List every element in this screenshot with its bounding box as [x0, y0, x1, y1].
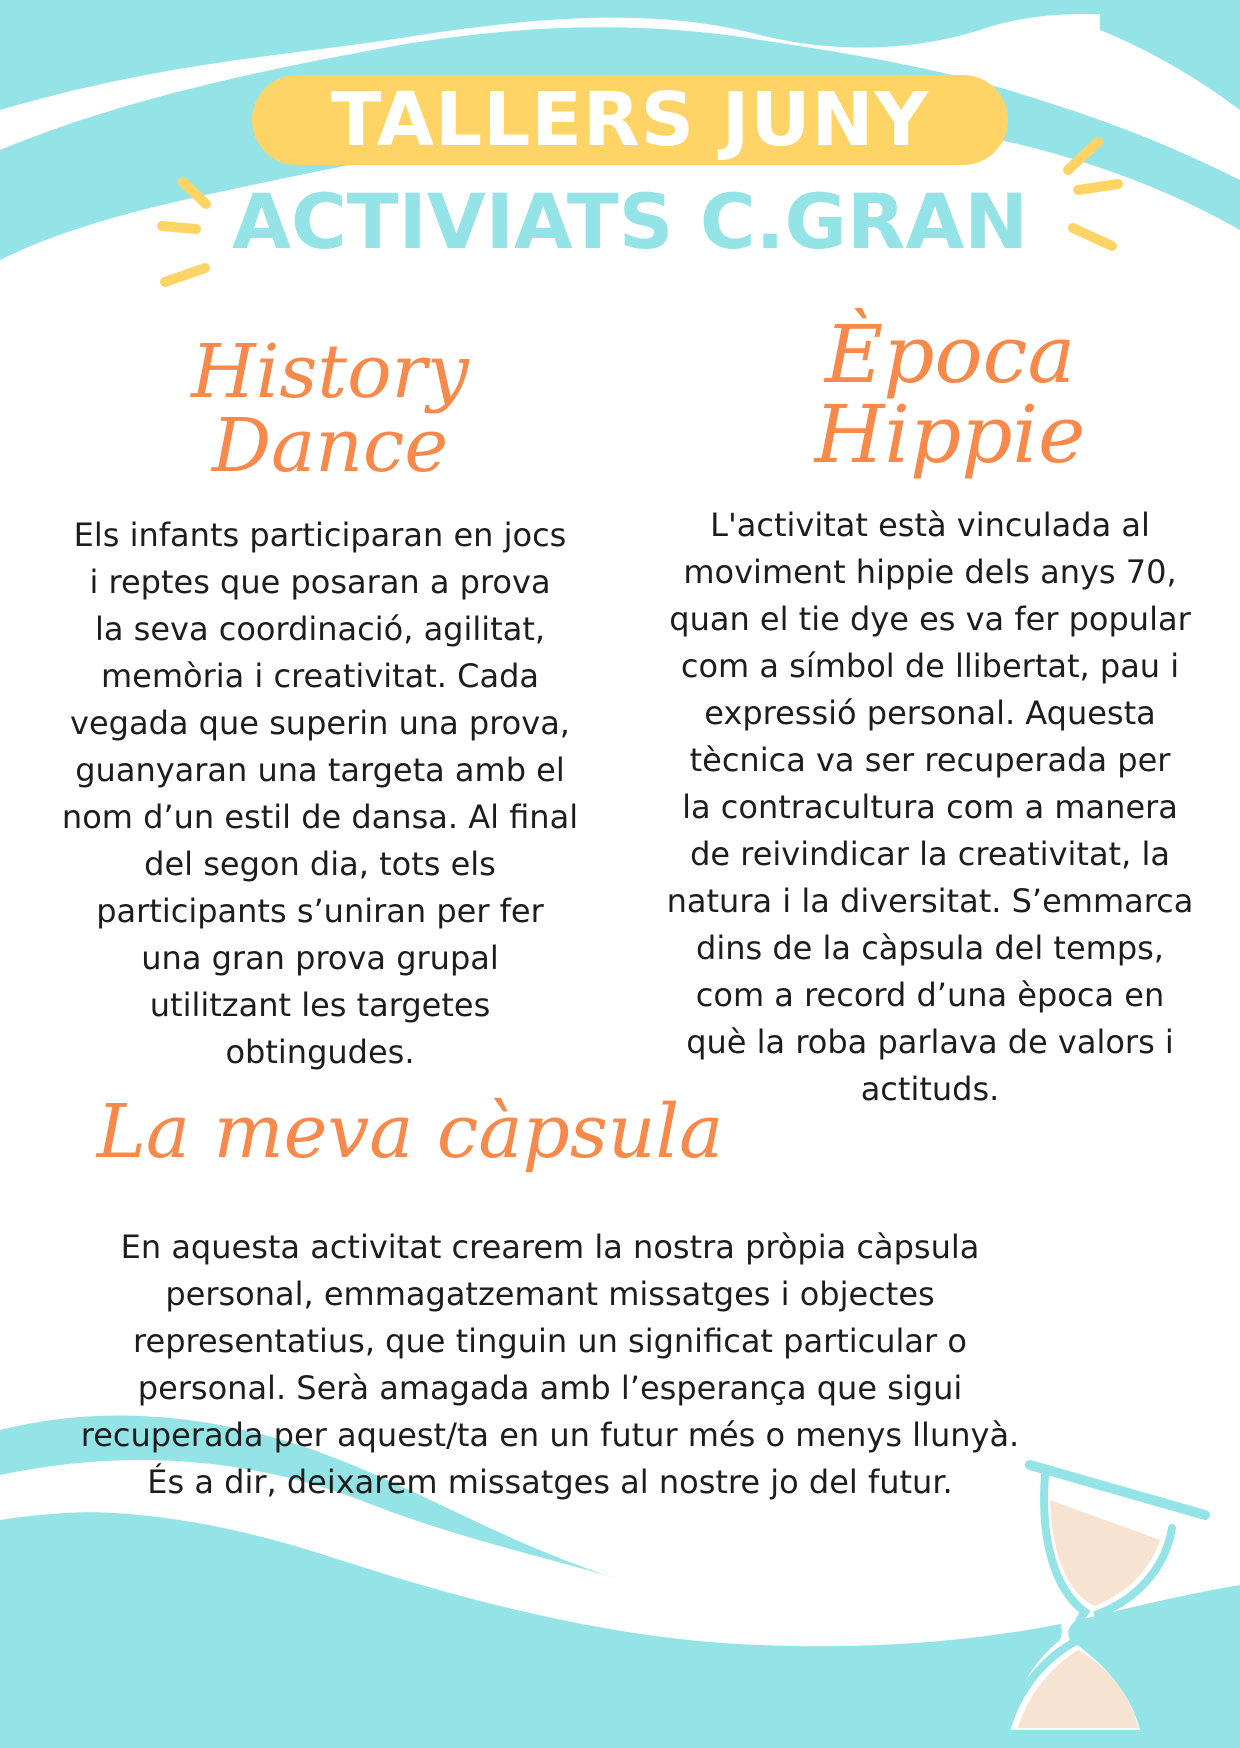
epoca-hippie-heading — [740, 308, 1160, 481]
la-meva-capsula-text: En aquesta activitat crearem la nostra pròpia càpsula personal, emmagatzemant missatges i objectes representatius, que tinguin un significat particular o personal. Serà amagada amb l’esperança que sigui recuperada per aquest/ta en un futur més o menys llunyà. És a dir, deixarem missatges al nostre jo del futur. — [80, 1228, 1020, 1501]
heading-line: Època — [824, 308, 1076, 401]
history-dance-heading — [110, 329, 550, 489]
heading-line: Hippie — [814, 388, 1086, 481]
epoca-hippie-text: L'activitat està vinculada al moviment hippie dels anys 70, quan el tie dye es va fer popular com a símbol de llibertat, pau i expressió personal. Aquesta tècnica va ser recuperada per la contracultura com a manera de reivindicar la creativitat, la natura i la diversitat. S’emmarca dins de la càpsula del temps, com a record d’una època en què la roba parlava de valors i actituds. — [666, 506, 1194, 1108]
heading-line: Dance — [211, 403, 449, 489]
wave-icon — [1100, 0, 1240, 110]
la-meva-capsula-heading: La meva càpsula — [96, 1089, 724, 1175]
history-dance-text: Els infants participaran en jocs i reptes que posaran a prova la seva coordinació, agilitat, memòria i creativitat. Cada vegada que superin una prova, guanyaran una targeta amb el nom d’un estil de dansa. Al final del segon dia, tots els participants s’uniran per fer una gran prova grupal utilitzant les targetes obtingudes. — [61, 516, 579, 1071]
title-banner — [252, 75, 1008, 165]
heading-line: History — [191, 329, 469, 415]
page-title: TALLERS JUNY — [330, 77, 930, 163]
page-subtitle: ACTIVIATS C.GRAN — [232, 177, 1028, 266]
